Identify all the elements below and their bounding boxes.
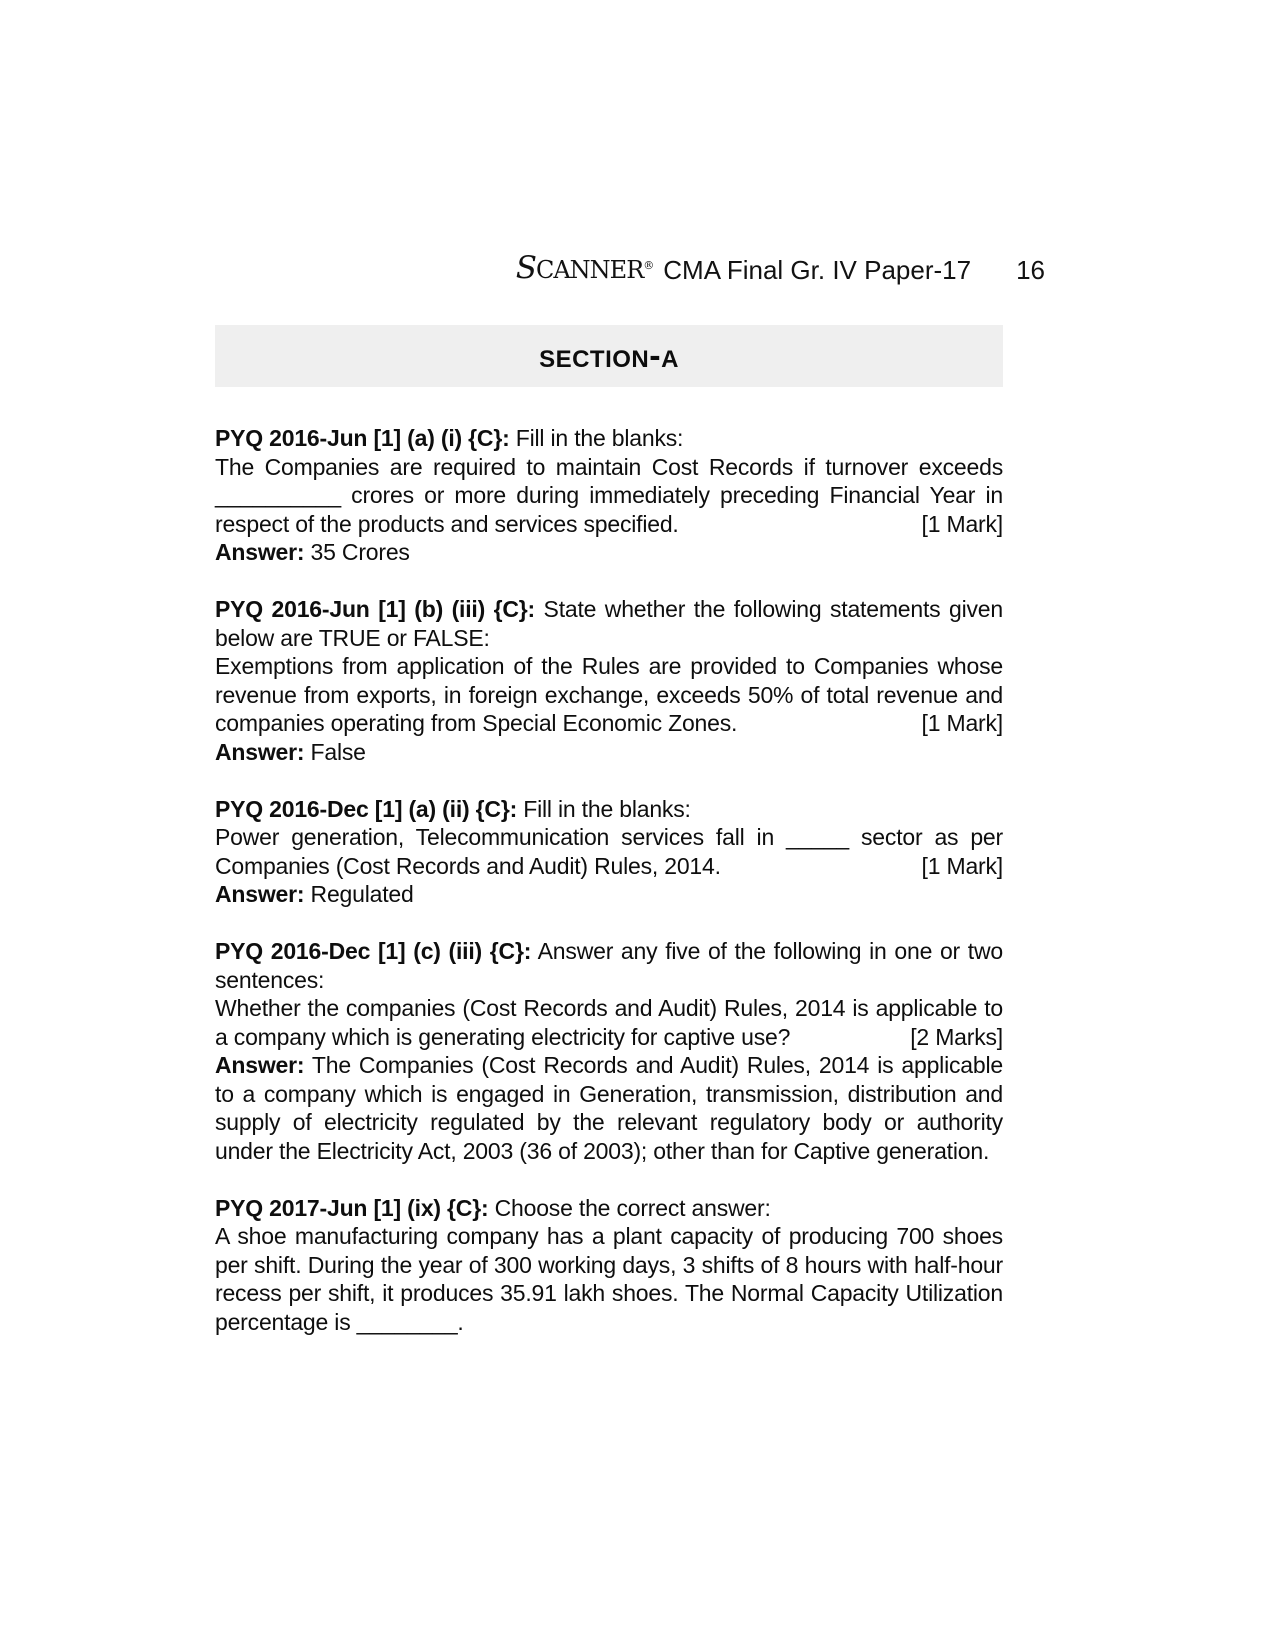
- question-label: PYQ 2017-Jun [1] (ix) {C}:: [215, 1194, 489, 1221]
- question-heading: [215, 595, 1003, 652]
- page-header: [0, 252, 1045, 286]
- question-block-2: [215, 595, 1003, 766]
- question-prompt: Choose the correct answer:: [488, 1194, 771, 1221]
- paper-title: CMA Final Gr. IV Paper-17: [663, 255, 972, 285]
- question-prompt: State whether the following statements given below are TRUE or FALSE:: [215, 596, 1003, 651]
- question-text: Whether the companies (Cost Records and Audit) Rules, 2014 is applicable to a company which is generating electricity for captive use?: [215, 995, 1003, 1050]
- answer-text: 35 Crores: [304, 539, 410, 565]
- question-text: The Companies are required to maintain Cost Records if turnover exceeds __________ crores or more during immediately preceding Financial Year in respect of the products and services specified.: [215, 453, 1003, 537]
- page-number: 16: [1016, 255, 1045, 285]
- scanner-logo-initial: S: [515, 250, 536, 286]
- scanner-logo: [516, 251, 654, 285]
- marks-label: [1 Mark]: [921, 510, 1003, 537]
- questions-column: [215, 424, 1003, 1365]
- question-label: PYQ 2016-Jun [1] (b) (iii) {C}:: [215, 596, 535, 622]
- question-block-1: [215, 424, 1003, 567]
- question-text: A shoe manufacturing company has a plant capacity of producing 700 shoes per shift. During the year of 300 working days, 3 shifts of 8 hours with half-hour recess per shift, it produces 35.91 lakh shoes. The Normal Capacity Utilization percentage is ________.: [215, 1223, 1003, 1335]
- answer-line: [215, 538, 1003, 567]
- marks-label: [2 Marks]: [910, 1023, 1003, 1050]
- question-block-3: [215, 795, 1003, 909]
- question-prompt: Fill in the blanks:: [517, 795, 691, 822]
- answer-label: Answer:: [215, 1052, 305, 1078]
- question-label: PYQ 2016-Jun [1] (a) (i) {C}:: [215, 425, 510, 451]
- question-heading: [215, 1194, 1003, 1223]
- question-label: PYQ 2016-Dec [1] (a) (ii) {C}:: [215, 795, 518, 822]
- answer-line: [215, 1051, 1003, 1165]
- section-title: section-a: [539, 336, 679, 375]
- question-block-5: [215, 1194, 1003, 1337]
- answer-line: [215, 738, 1003, 767]
- scanner-logo-text: CANNER: [535, 256, 644, 284]
- question-text: Exemptions from application of the Rules are provided to Companies whose revenue from exports, in foreign exchange, exceeds 50% of total revenue and companies operating from Special Economic Zones.: [215, 653, 1003, 736]
- answer-text: The Companies (Cost Records and Audit) Rules, 2014 is applicable to a company which is engaged in Generation, transmission, distribution and supply of electricity regulated by the relevant regulatory body or authority under the Electricity Act, 2003 (36 of 2003); other than for Captive generation.: [215, 1052, 1003, 1164]
- answer-label: Answer:: [215, 738, 305, 765]
- question-heading: [215, 424, 1003, 453]
- section-heading-band: [215, 325, 1003, 387]
- question-prompt: Fill in the blanks:: [509, 425, 684, 451]
- answer-text: Regulated: [304, 881, 414, 907]
- marks-label: [1 Mark]: [921, 852, 1003, 879]
- question-text: Power generation, Telecommunication services fall in _____ sector as per Companies (Cost Records and Audit) Rules, 2014.: [215, 824, 1003, 879]
- answer-text: False: [304, 738, 366, 765]
- answer-label: Answer:: [215, 881, 305, 907]
- answer-label: Answer:: [215, 539, 305, 565]
- question-block-4: [215, 937, 1003, 1165]
- question-label: PYQ 2016-Dec [1] (c) (iii) {C}:: [215, 938, 532, 964]
- registered-mark-icon: ®: [643, 259, 654, 272]
- question-heading: [215, 795, 1003, 824]
- marks-label: [1 Mark]: [921, 710, 1003, 736]
- answer-line: [215, 880, 1003, 909]
- question-heading: [215, 937, 1003, 994]
- question-prompt: Answer any five of the following in one or two sentences:: [215, 938, 1003, 993]
